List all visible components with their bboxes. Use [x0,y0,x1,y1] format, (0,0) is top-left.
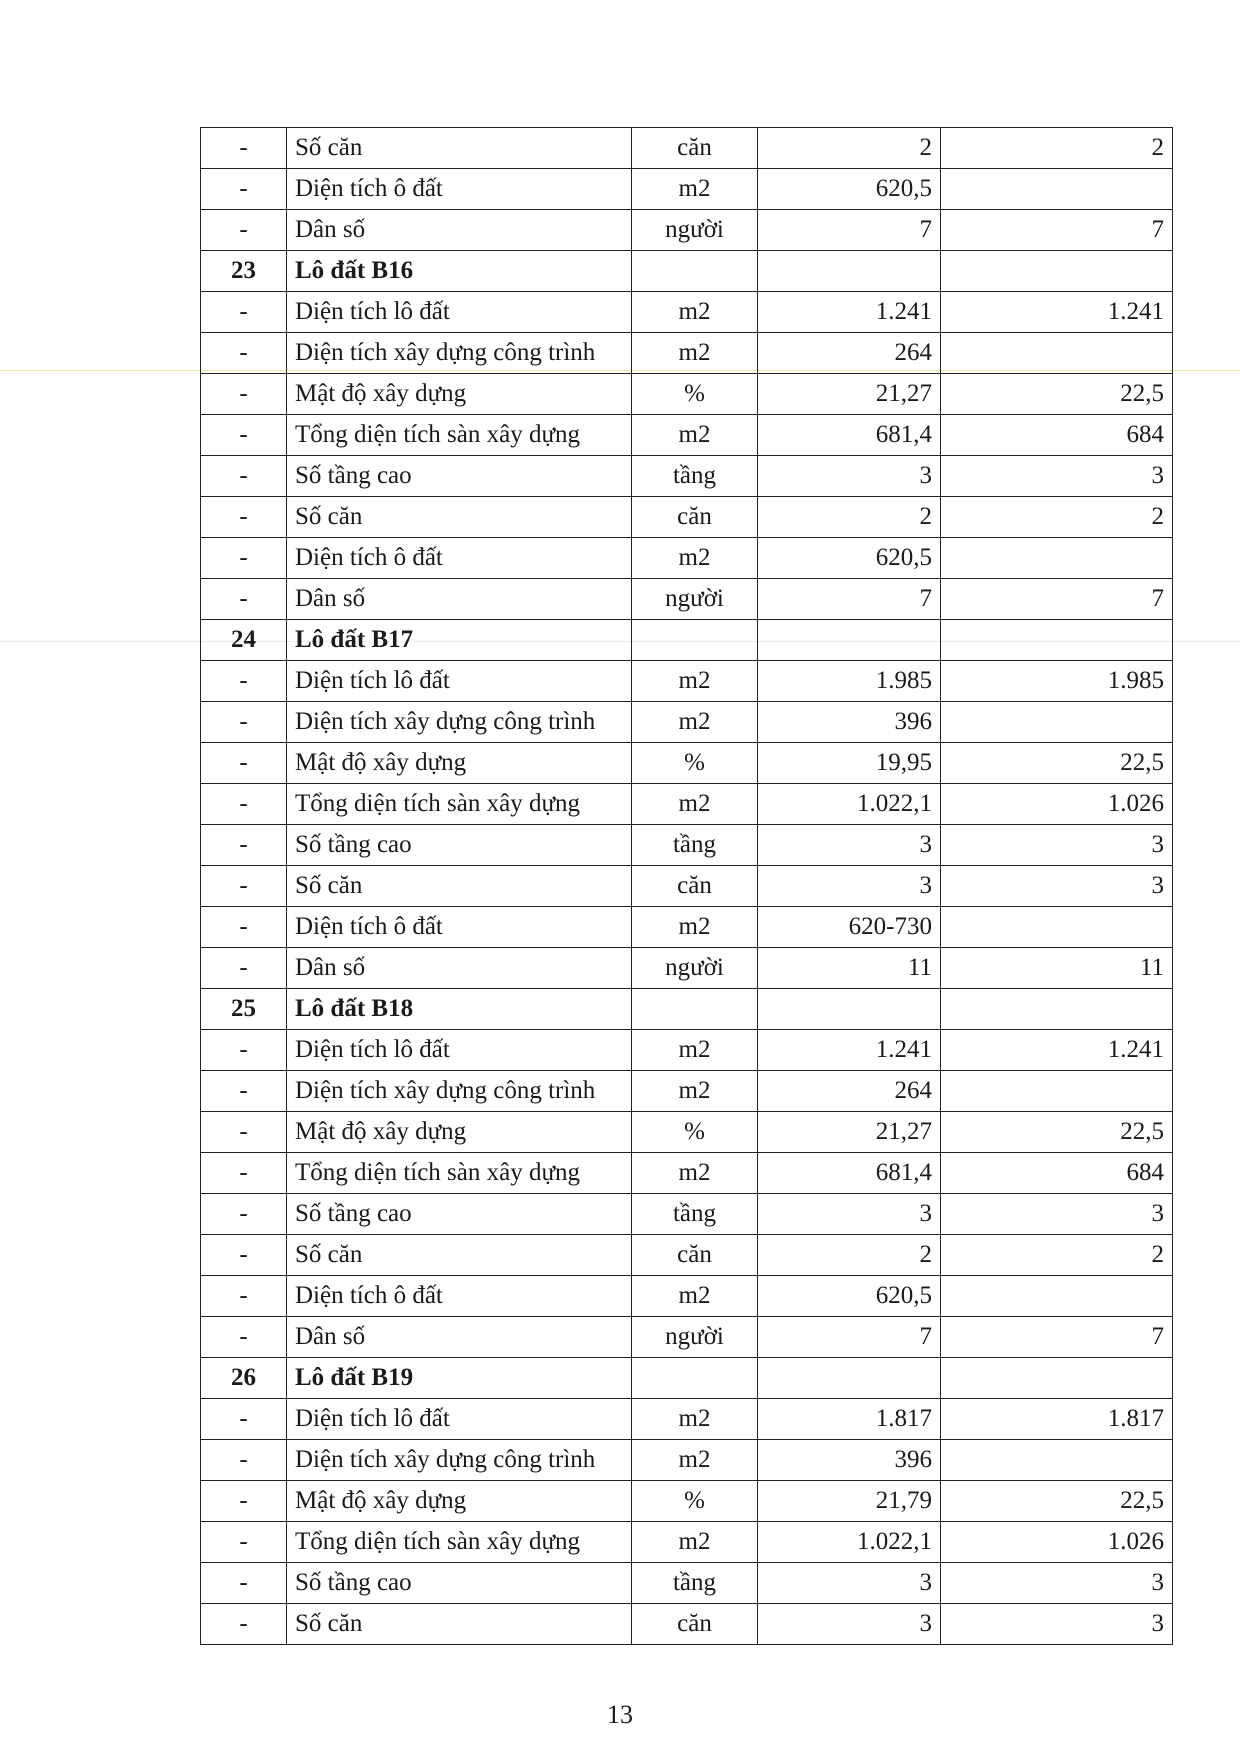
section-header-row [201,620,1173,661]
unit-cell: tầng [632,456,758,497]
row-number-cell: 25 [201,989,287,1030]
item-name-cell: Tổng diện tích sàn xây dựng [287,415,632,456]
table-body [201,128,1173,1645]
plan-value-cell [941,538,1173,579]
plan-value-cell: 3 [941,1194,1173,1235]
unit-cell: người [632,1317,758,1358]
table-row [201,1563,1173,1604]
table-row [201,1071,1173,1112]
table-row [201,1440,1173,1481]
item-name-cell: Số căn [287,128,632,169]
unit-cell: m2 [632,1153,758,1194]
table-row [201,1481,1173,1522]
plan-value-cell [941,169,1173,210]
unit-cell: % [632,743,758,784]
value-cell: 681,4 [758,1153,941,1194]
unit-cell: m2 [632,292,758,333]
plan-value-cell: 3 [941,825,1173,866]
row-number-cell: - [201,1153,287,1194]
item-name-cell: Tổng diện tích sàn xây dựng [287,1522,632,1563]
item-name-cell: Diện tích lô đất [287,1399,632,1440]
table-row [201,128,1173,169]
plan-value-cell: 7 [941,210,1173,251]
plan-value-cell: 2 [941,497,1173,538]
unit-cell: m2 [632,661,758,702]
row-number-cell: - [201,1317,287,1358]
plan-value-cell: 11 [941,948,1173,989]
unit-cell: căn [632,128,758,169]
row-number-cell: - [201,1112,287,1153]
item-name-cell: Lô đất B16 [287,251,632,292]
item-name-cell: Diện tích lô đất [287,292,632,333]
value-cell: 620-730 [758,907,941,948]
plan-value-cell [941,989,1173,1030]
row-number-cell: - [201,579,287,620]
table-row [201,1522,1173,1563]
item-name-cell: Diện tích xây dựng công trình [287,702,632,743]
row-number-cell: - [201,292,287,333]
plan-value-cell: 3 [941,1604,1173,1645]
row-number-cell: - [201,743,287,784]
value-cell: 1.817 [758,1399,941,1440]
row-number-cell: - [201,1030,287,1071]
section-header-row [201,251,1173,292]
item-name-cell: Diện tích ô đất [287,169,632,210]
table-row [201,169,1173,210]
item-name-cell: Dân số [287,210,632,251]
value-cell: 1.022,1 [758,784,941,825]
row-number-cell: - [201,1071,287,1112]
table-row [201,292,1173,333]
value-cell: 3 [758,1194,941,1235]
item-name-cell: Diện tích xây dựng công trình [287,1440,632,1481]
unit-cell: m2 [632,333,758,374]
row-number-cell: - [201,702,287,743]
item-name-cell: Diện tích ô đất [287,1276,632,1317]
item-name-cell: Diện tích lô đất [287,1030,632,1071]
row-number-cell: - [201,1440,287,1481]
value-cell [758,989,941,1030]
unit-cell: % [632,374,758,415]
row-number-cell: - [201,169,287,210]
item-name-cell: Số căn [287,1235,632,1276]
page-number: 13 [607,1700,633,1729]
plan-value-cell [941,1276,1173,1317]
plan-value-cell [941,620,1173,661]
item-name-cell: Số tầng cao [287,1563,632,1604]
value-cell [758,620,941,661]
unit-cell: m2 [632,784,758,825]
item-name-cell: Mật độ xây dựng [287,743,632,784]
item-name-cell: Diện tích ô đất [287,538,632,579]
plan-value-cell: 7 [941,1317,1173,1358]
unit-cell [632,1358,758,1399]
plan-value-cell [941,702,1173,743]
table-row [201,1604,1173,1645]
value-cell: 21,79 [758,1481,941,1522]
table-row [201,948,1173,989]
value-cell: 7 [758,1317,941,1358]
value-cell [758,251,941,292]
value-cell: 7 [758,579,941,620]
row-number-cell: - [201,374,287,415]
plan-value-cell: 22,5 [941,743,1173,784]
plan-value-cell [941,1071,1173,1112]
plan-value-cell [941,333,1173,374]
table-row [201,456,1173,497]
row-number-cell: - [201,538,287,579]
value-cell: 620,5 [758,538,941,579]
value-cell: 1.241 [758,292,941,333]
table-row [201,1194,1173,1235]
section-header-row [201,989,1173,1030]
unit-cell [632,620,758,661]
item-name-cell: Số tầng cao [287,1194,632,1235]
value-cell: 3 [758,1563,941,1604]
value-cell: 21,27 [758,374,941,415]
value-cell: 1.241 [758,1030,941,1071]
table-row [201,825,1173,866]
row-number-cell: - [201,1604,287,1645]
item-name-cell: Mật độ xây dựng [287,1481,632,1522]
plan-value-cell: 3 [941,456,1173,497]
value-cell: 1.022,1 [758,1522,941,1563]
unit-cell: m2 [632,907,758,948]
plan-value-cell: 7 [941,579,1173,620]
plan-value-cell: 3 [941,866,1173,907]
row-number-cell: - [201,1276,287,1317]
row-number-cell: - [201,661,287,702]
unit-cell: m2 [632,1522,758,1563]
unit-cell: căn [632,1604,758,1645]
plan-value-cell: 1.241 [941,292,1173,333]
row-number-cell: - [201,1399,287,1440]
unit-cell: tầng [632,825,758,866]
value-cell: 2 [758,497,941,538]
table-row [201,1112,1173,1153]
unit-cell: người [632,579,758,620]
value-cell [758,1358,941,1399]
item-name-cell: Số tầng cao [287,825,632,866]
item-name-cell: Mật độ xây dựng [287,1112,632,1153]
row-number-cell: 24 [201,620,287,661]
table-row [201,1235,1173,1276]
item-name-cell: Dân số [287,579,632,620]
row-number-cell: - [201,456,287,497]
item-name-cell: Số tầng cao [287,456,632,497]
table-row [201,579,1173,620]
value-cell: 396 [758,702,941,743]
value-cell: 19,95 [758,743,941,784]
unit-cell: người [632,948,758,989]
item-name-cell: Diện tích ô đất [287,907,632,948]
row-number-cell: - [201,948,287,989]
table-row [201,1399,1173,1440]
unit-cell: m2 [632,169,758,210]
plan-value-cell [941,1358,1173,1399]
plan-value-cell: 22,5 [941,1112,1173,1153]
row-number-cell: - [201,907,287,948]
unit-cell: m2 [632,538,758,579]
unit-cell: căn [632,497,758,538]
row-number-cell: - [201,825,287,866]
table-row [201,1030,1173,1071]
unit-cell: % [632,1481,758,1522]
table-row [201,702,1173,743]
value-cell: 620,5 [758,169,941,210]
table-row [201,1153,1173,1194]
plan-value-cell: 22,5 [941,374,1173,415]
item-name-cell: Lô đất B17 [287,620,632,661]
table-row [201,1317,1173,1358]
plan-value-cell: 1.817 [941,1399,1173,1440]
value-cell: 1.985 [758,661,941,702]
row-number-cell: - [201,784,287,825]
unit-cell: căn [632,866,758,907]
value-cell: 3 [758,866,941,907]
plan-value-cell: 684 [941,1153,1173,1194]
table-row [201,333,1173,374]
table-row [201,538,1173,579]
unit-cell: m2 [632,1071,758,1112]
table-row [201,1276,1173,1317]
item-name-cell: Tổng diện tích sàn xây dựng [287,1153,632,1194]
plan-value-cell: 2 [941,1235,1173,1276]
unit-cell: m2 [632,1399,758,1440]
unit-cell: tầng [632,1563,758,1604]
item-name-cell: Diện tích xây dựng công trình [287,333,632,374]
row-number-cell: - [201,497,287,538]
item-name-cell: Tổng diện tích sàn xây dựng [287,784,632,825]
table-row [201,497,1173,538]
data-table [200,127,1173,1645]
row-number-cell: - [201,1481,287,1522]
item-name-cell: Dân số [287,1317,632,1358]
plan-value-cell [941,1440,1173,1481]
value-cell: 3 [758,825,941,866]
row-number-cell: - [201,128,287,169]
plan-value-cell: 1.026 [941,1522,1173,1563]
row-number-cell: - [201,333,287,374]
value-cell: 7 [758,210,941,251]
row-number-cell: - [201,866,287,907]
value-cell: 396 [758,1440,941,1481]
plan-value-cell: 1.241 [941,1030,1173,1071]
table-row [201,907,1173,948]
value-cell: 264 [758,333,941,374]
unit-cell: m2 [632,1440,758,1481]
row-number-cell: 23 [201,251,287,292]
item-name-cell: Diện tích xây dựng công trình [287,1071,632,1112]
row-number-cell: - [201,1563,287,1604]
item-name-cell: Diện tích lô đất [287,661,632,702]
value-cell: 620,5 [758,1276,941,1317]
unit-cell: người [632,210,758,251]
row-number-cell: 26 [201,1358,287,1399]
plan-value-cell: 684 [941,415,1173,456]
unit-cell: m2 [632,415,758,456]
plan-value-cell: 22,5 [941,1481,1173,1522]
table-row [201,415,1173,456]
item-name-cell: Số căn [287,497,632,538]
item-name-cell: Dân số [287,948,632,989]
row-number-cell: - [201,1235,287,1276]
item-name-cell: Số căn [287,866,632,907]
row-number-cell: - [201,415,287,456]
unit-cell [632,251,758,292]
value-cell: 11 [758,948,941,989]
unit-cell: % [632,1112,758,1153]
item-name-cell: Lô đất B19 [287,1358,632,1399]
row-number-cell: - [201,1522,287,1563]
value-cell: 2 [758,128,941,169]
value-cell: 264 [758,1071,941,1112]
row-number-cell: - [201,210,287,251]
plan-value-cell: 1.985 [941,661,1173,702]
table-row [201,866,1173,907]
table-row [201,210,1173,251]
item-name-cell: Số căn [287,1604,632,1645]
value-cell: 21,27 [758,1112,941,1153]
value-cell: 3 [758,456,941,497]
value-cell: 681,4 [758,415,941,456]
unit-cell: tầng [632,1194,758,1235]
row-number-cell: - [201,1194,287,1235]
plan-value-cell: 2 [941,128,1173,169]
value-cell: 3 [758,1604,941,1645]
unit-cell: m2 [632,702,758,743]
plan-value-cell: 1.026 [941,784,1173,825]
table-row [201,661,1173,702]
plan-value-cell [941,251,1173,292]
table-row [201,784,1173,825]
section-header-row [201,1358,1173,1399]
unit-cell: m2 [632,1276,758,1317]
item-name-cell: Lô đất B18 [287,989,632,1030]
table-row [201,374,1173,415]
plan-value-cell: 3 [941,1563,1173,1604]
plan-value-cell [941,907,1173,948]
value-cell: 2 [758,1235,941,1276]
table-row [201,743,1173,784]
unit-cell [632,989,758,1030]
unit-cell: căn [632,1235,758,1276]
item-name-cell: Mật độ xây dựng [287,374,632,415]
unit-cell: m2 [632,1030,758,1071]
